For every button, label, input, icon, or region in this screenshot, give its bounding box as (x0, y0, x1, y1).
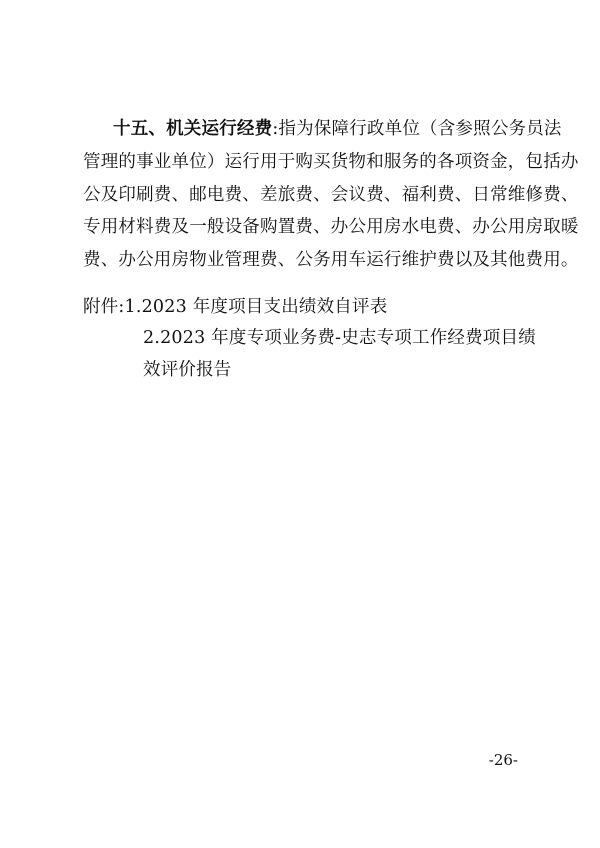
attachment-item-2-continued: 效评价报告 (143, 360, 232, 380)
attachment-item-1: 1.2023 年度项目支出绩效自评表 (124, 297, 388, 317)
attachment-label: 附件: (83, 297, 125, 317)
attachment-item-2: 2.2023 年度专项业务费-史志专项工作经费项目绩 (143, 328, 536, 348)
definition-term: 十五、机关运行经费 (113, 119, 273, 139)
definition-first-line (113, 118, 562, 140)
definition-text-line-4: 专用材料费及一般设备购置费、办公用房水电费、办公用房取暖 (83, 217, 579, 237)
page-number: -26- (488, 751, 518, 769)
definition-text-line-5: 费、办公用房物业管理费、公务用车运行维护费以及其他费用。 (83, 250, 579, 270)
definition-colon: : (272, 119, 279, 139)
definition-text-line-2: 管理的事业单位）运行用于购买货物和服务的各项资金，包括办 (83, 152, 579, 172)
attachment-first-line (83, 296, 387, 318)
definition-text-line-1: 指为保障行政单位（含参照公务员法 (278, 119, 562, 139)
definition-text-line-3: 公及印刷费、邮电费、差旅费、会议费、福利费、日常维修费、 (83, 185, 579, 205)
